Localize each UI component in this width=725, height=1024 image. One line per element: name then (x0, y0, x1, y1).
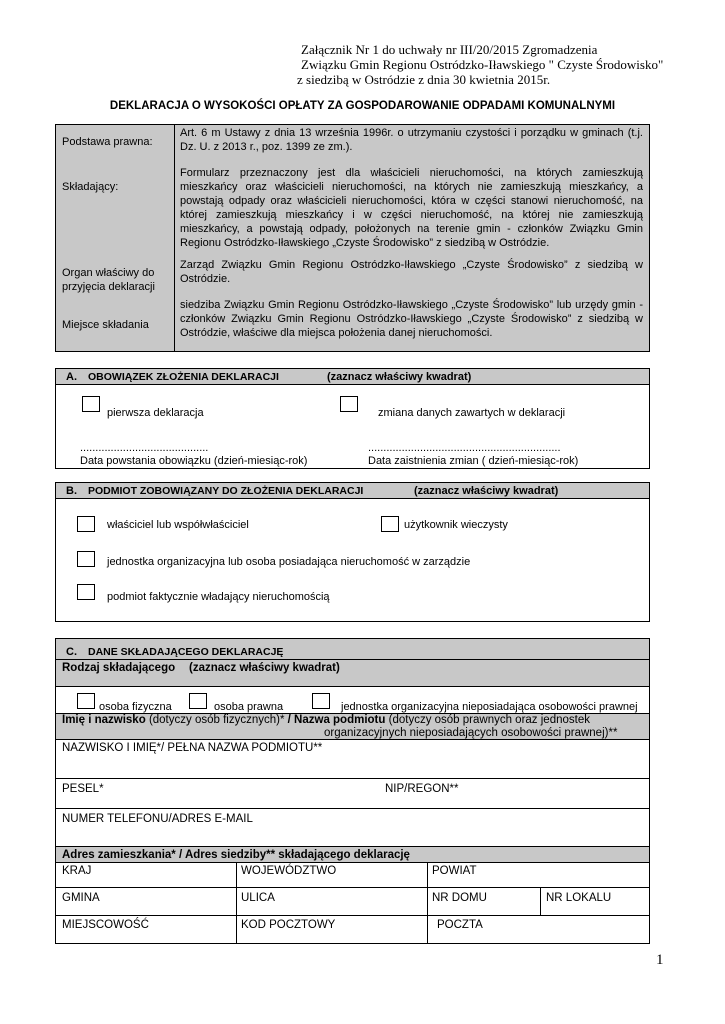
option-legal-person: osoba prawna (214, 701, 284, 713)
page-title: DEKLARACJA O WYSOKOŚCI OPŁATY ZA GOSPODAROWANIE ODPADAMI KOMUNALNYMI (109, 100, 616, 112)
field-street[interactable]: ULICA (241, 892, 275, 904)
field-commune[interactable]: GMINA (62, 892, 100, 904)
divider (540, 887, 541, 915)
field-house-number[interactable]: NR DOMU (432, 892, 487, 904)
option-org-unit-no-legal: jednostka organizacyjna nieposiadająca osobowości prawnej (341, 701, 638, 713)
divider (236, 862, 237, 944)
checkbox-natural-person[interactable] (77, 693, 95, 709)
label-basis: Podstawa prawna: (62, 136, 153, 148)
label-organ: Organ właściwy do przyjęcia deklaracji (62, 267, 155, 293)
field-pesel[interactable]: PESEL* (62, 783, 104, 795)
divider (427, 862, 428, 944)
checkbox-owner[interactable] (77, 516, 95, 532)
field-city[interactable]: MIEJSCOWOŚĆ (62, 919, 149, 931)
option-org-unit: jednostka organizacyjna lub osoba posiadająca nieruchomość w zarządzie (107, 556, 471, 568)
field-name[interactable]: NAZWISKO I IMIĘ*/ PEŁNA NAZWA PODMIOTU** (62, 742, 323, 754)
text-submitter: Formularz przeznaczony jest dla właścicieli nieruchomości, na których zamieszkują mieszkańcy oraz właścicieli nieruchomości, na których nie zamieszkują mieszkańcy, a powstają odpady oraz właścicieli nieruchomości, która w części stanowi nieruchomość, na której zamieszkują mieszkańcy i w części nieruchomość, na której nie zamieszkują mieszkańcy, a powstają odpady, położonych na terenie gmin - członków Związku Gmin Regionu Ostródzko-Iławskiego „Czyste Środowisko” z siedzibą w Ostródzie. (180, 167, 643, 249)
section-a-letter: A. (66, 371, 77, 383)
divider (55, 915, 650, 916)
text-basis: Art. 6 m Ustawy z dnia 13 września 1996r. o utrzymaniu czystości i porządku w gminach (t.j. Dz. U. z 2013 r., poz. 1399 ze zm.). (180, 127, 643, 153)
header-line-2: Związku Gmin Regionu Ostródzko-Iławskiego " Czyste Środowisko" (301, 57, 664, 72)
date1-label: Data powstania obowiązku (dzień-miesiąc-rok) (80, 455, 308, 467)
section-b-heading: PODMIOT ZOBOWIĄZANY DO ZŁOŻENIA DEKLARACJI (88, 485, 364, 497)
text-place: siedziba Związku Gmin Regionu Ostródzko-Iławskiego „Czyste Środowisko” lub urzędy gmin - członków Związku Gmin Regionu Ostródzko-Iławskiego „Czyste Środowisko” z siedzibą w Ostródzie, właściwe dla miejsca położenia danej nieruchomości. (180, 299, 643, 339)
field-country[interactable]: KRAJ (62, 865, 92, 877)
section-a-hint: (zaznacz właściwy kwadrat) (327, 371, 472, 383)
address-heading: Adres zamieszkania* / Adres siedziby** składającego deklarację (62, 849, 410, 861)
option-natural-person: osoba fizyczna (99, 701, 172, 713)
divider (55, 862, 650, 863)
info-divider (174, 124, 175, 352)
divider (55, 686, 650, 687)
option-first-declaration: pierwsza deklaracja (107, 407, 204, 419)
date1-dots[interactable]: .......................................... (80, 442, 209, 454)
option-perpetual-user: użytkownik wieczysty (404, 519, 508, 531)
checkbox-org-unit[interactable] (77, 551, 95, 567)
label-place: Miejsce składania (62, 319, 149, 331)
divider (55, 739, 650, 740)
section-b-letter: B. (66, 485, 77, 497)
submitter-type-label: Rodzaj składającego (62, 662, 176, 674)
submitter-type-hint: (zaznacz właściwy kwadrat) (189, 662, 340, 674)
field-nip[interactable]: NIP/REGON** (385, 783, 459, 795)
option-change-declaration: zmiana danych zawartych w deklaracji (378, 407, 566, 419)
field-county[interactable]: POWIAT (432, 865, 477, 877)
checkbox-actual-holder[interactable] (77, 584, 95, 600)
section-b-hint: (zaznacz właściwy kwadrat) (414, 485, 559, 497)
divider (55, 808, 650, 809)
field-apartment-number[interactable]: NR LOKALU (546, 892, 612, 904)
divider (55, 659, 650, 660)
checkbox-legal-person[interactable] (189, 693, 207, 709)
option-actual-holder: podmiot faktycznie władający nieruchomością (107, 591, 330, 603)
header-line-1: Załącznik Nr 1 do uchwały nr III/20/2015 Zgromadzenia (301, 42, 598, 57)
checkbox-first-declaration[interactable] (82, 396, 100, 412)
checkbox-org-unit-no-legal[interactable] (312, 693, 330, 709)
divider (55, 887, 650, 888)
name-note-line-2: organizacyjnych nieposiadających osobowości prawnej)** (324, 727, 618, 739)
page-number: 1 (656, 952, 664, 968)
checkbox-perpetual-user[interactable] (381, 516, 399, 532)
section-a-heading: OBOWIĄZEK ZŁOŻENIA DEKLARACJI (88, 371, 279, 383)
section-c-letter: C. (66, 646, 77, 658)
label-submitter: Składający: (62, 181, 119, 193)
checkbox-change-declaration[interactable] (340, 396, 358, 412)
field-postal-code[interactable]: KOD POCZTOWY (241, 919, 336, 931)
section-c-heading: DANE SKŁADAJĄCEGO DEKLARACJĘ (88, 646, 284, 658)
header-line-3: z siedzibą w Ostródzie z dnia 30 kwietnia 2015r. (297, 72, 551, 87)
date2-dots[interactable]: ............................................................... (368, 442, 561, 454)
name-note-line-1: Imię i nazwisko (dotyczy osób fizycznych)* / Nazwa podmiotu (dotyczy osób prawnych oraz jednostek (62, 714, 590, 726)
text-organ: Zarząd Związku Gmin Regionu Ostródzko-Iławskiego „Czyste Środowisko” z siedzibą w Ostródzie. (180, 259, 643, 285)
option-owner: właściciel lub współwłaściciel (107, 519, 249, 531)
date2-label: Data zaistnienia zmian ( dzień-miesiąc-rok) (368, 455, 579, 467)
divider (55, 778, 650, 779)
field-phone-email[interactable]: NUMER TELEFONU/ADRES E-MAIL (62, 813, 253, 825)
field-voivodeship[interactable]: WOJEWÓDZTWO (241, 865, 337, 877)
field-post-office[interactable]: POCZTA (437, 919, 483, 931)
